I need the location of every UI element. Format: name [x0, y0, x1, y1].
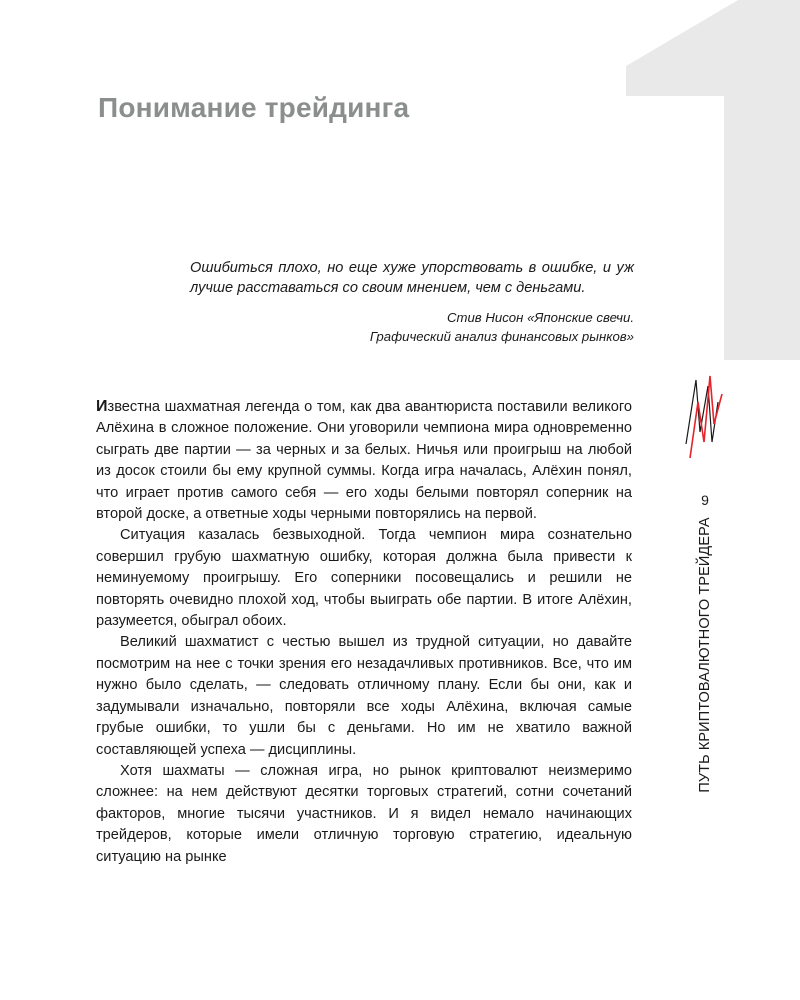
paragraph-1: [96, 396, 632, 525]
chapter-title: Понимание трейдинга: [98, 92, 410, 123]
paragraph-4: Хотя шахматы — сложная игра, но рынок криптовалют неизмеримо сложнее: на нем действуют десятки торговых стратегий, сотни сочетаний факторов, многие тысячи участников. И я видел немало начинающих трейдеров, которые имели отличную торговую стратегию, идеальную ситуацию на рынке: [96, 762, 632, 865]
paragraph-1-text: звестна шахматная легенда о том, как два авантюриста поставили великого Алёхина в сложное положение. Они уговорили чемпиона мира одновременно сыграть две партии — за черных и за белых. Ничья или проигрыш на любой из досок стоили бы ему крупной суммы. Когда игра началась, Алёхин понял, что играет против самого себя — его ходы белыми повторял соперник на второй доске, а ответные ходы черными повторялись на первой.: [96, 399, 632, 523]
epigraph-attribution: [190, 308, 634, 346]
paragraph-3: Великий шахматист с честью вышел из трудной ситуации, но давайте посмотрим на нее с точки зрения его незадачливых противников. Все, что им нужно было сделать, — следовать отличному плану. Если бы они, как и задумывали изначально, повторяли все ходы Алёхина, включая самые грубые ошибки, то ушли бы с деньгами. Но им не хватило важной составляющей успеха — дисциплины.: [96, 634, 632, 758]
chapter-number-shape: [626, 0, 800, 360]
drop-cap: И: [96, 398, 108, 415]
paragraph-2: Ситуация казалась безвыходной. Тогда чемпион мира сознательно совершил грубую шахматную ошибку, которая должна была привести к неминуемому проигрышу. Его соперники посовещались и решили не повторять очевидно плохой ход, чтобы выиграть обе партии. В итоге Алёхин, разумеется, обыграл обоих.: [96, 527, 632, 630]
attribution-line-1: Стив Нисон «Японские свечи.: [446, 310, 634, 325]
running-header-container: [690, 517, 720, 793]
chapter-number-graphic: [626, 0, 800, 360]
attribution-line-2: Графический анализ финансовых рынков»: [369, 329, 634, 344]
body-text: [96, 396, 632, 868]
running-header: ПУТЬ КРИПТОВАЛЮТНОГО ТРЕЙДЕРА: [697, 517, 713, 793]
epigraph: [190, 258, 634, 346]
page-number: 9: [701, 492, 709, 508]
zigzag-chart-logo-icon: [682, 372, 726, 462]
epigraph-quote: Ошибиться плохо, но еще хуже упорствовать в ошибке, и уж лучше расставаться со своим мнением, чем с деньгами.: [190, 260, 634, 296]
